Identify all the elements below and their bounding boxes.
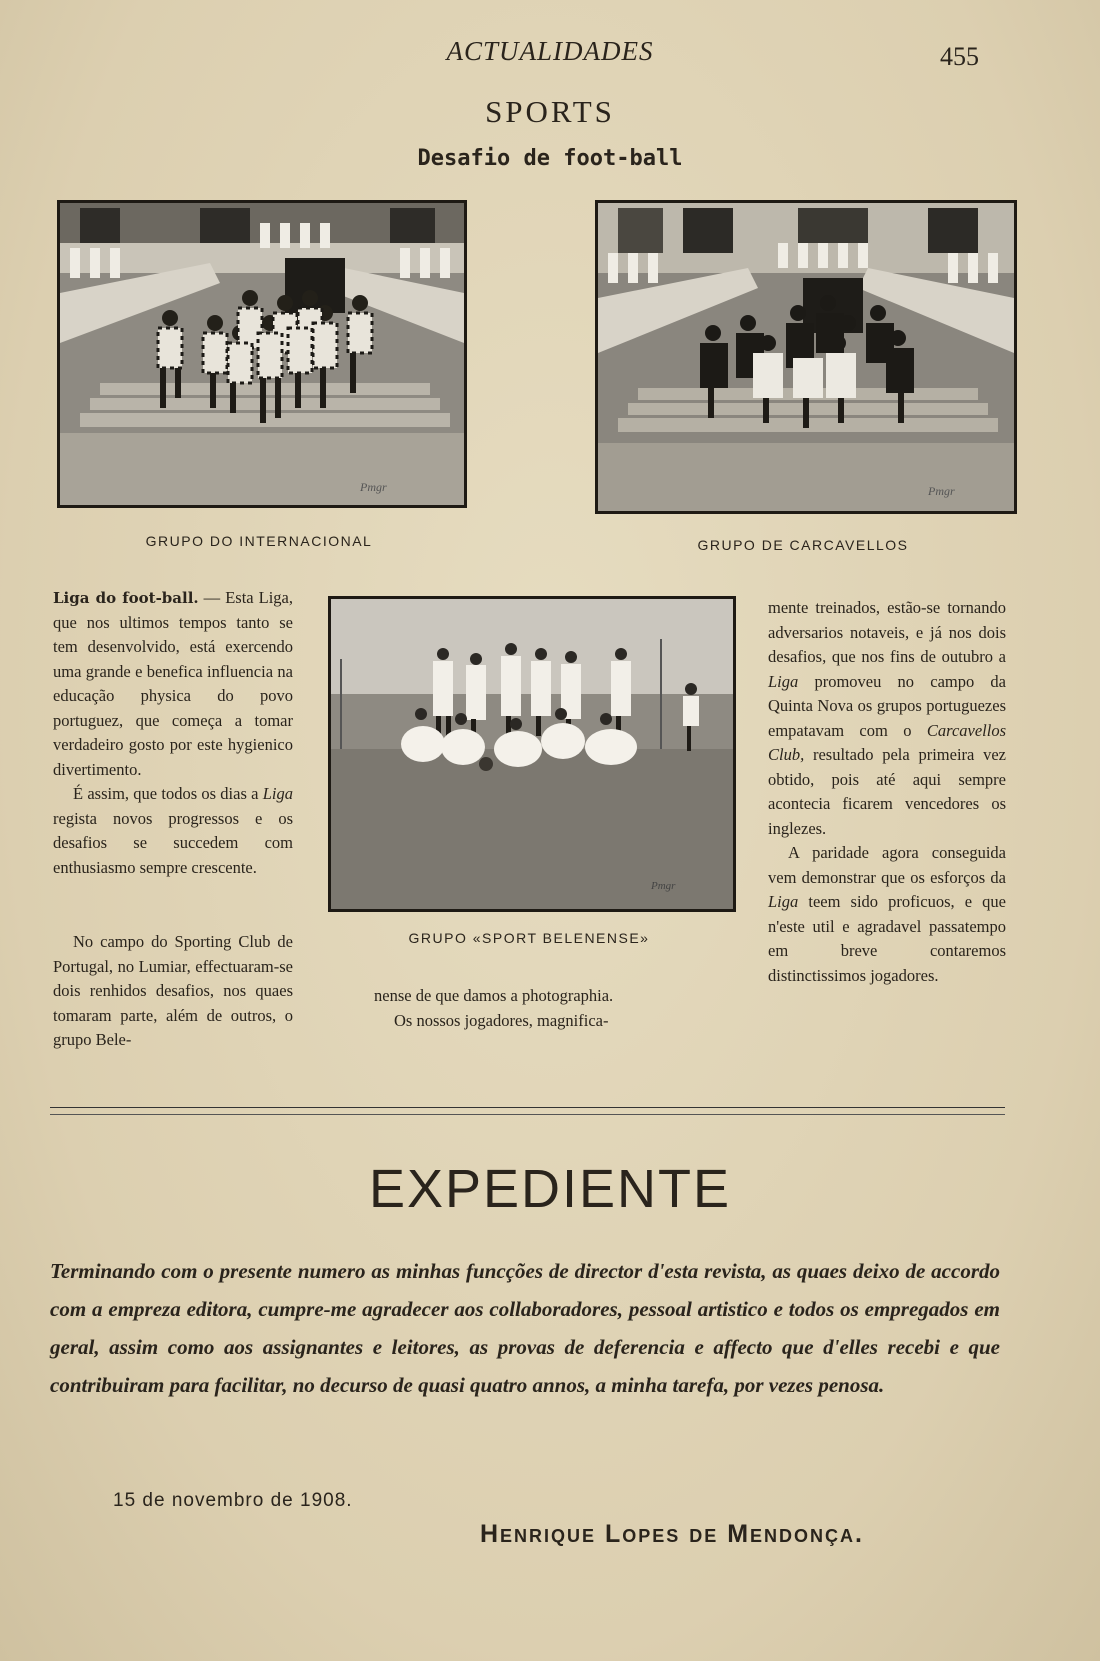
liga-italic-2: Liga xyxy=(768,671,799,691)
article-col1-p2b: regista novos progressos e os desafios se succedem com enthusiasmo sempre crescente. xyxy=(53,808,293,877)
caption-carcavellos: GRUPO DE CARCAVELLOS xyxy=(697,537,909,553)
photo-belenense xyxy=(328,596,736,912)
expediente-signature: Henrique Lopes de Mendonça. xyxy=(480,1520,864,1548)
article-column-1 xyxy=(53,586,293,880)
section-title: SPORTS xyxy=(485,94,615,129)
carcavellos-italic: Carcavellos Club, xyxy=(768,720,1006,764)
liga-italic: Liga xyxy=(262,784,293,803)
page-number: 455 xyxy=(940,42,979,71)
photo-carcavellos xyxy=(595,200,1017,514)
article-column-2 xyxy=(374,984,678,1033)
photo-internacional xyxy=(57,200,467,508)
liga-italic-3: Liga xyxy=(768,892,799,911)
expediente-date: 15 de novembro de 1908. xyxy=(113,1490,353,1511)
divider-rule-2 xyxy=(50,1114,1005,1115)
photo-signature-right: Pmgr xyxy=(928,484,955,498)
caption-internacional: GRUPO DO INTERNACIONAL xyxy=(145,533,373,549)
running-header: ACTUALIDADES xyxy=(446,36,654,66)
expediente-body: Terminando com o presente numero as minhas funcções de director d'esta revista, as quaes deixo de accordo com a empreza editora, cumpre-me agradecer aos collaboradores, pessoal artistico e todos os empregados em geral, assim como aos assignantes e leitores, as provas de deferencia e affecto que d'elles recebi e que contribuiram para facilitar, no decurso de quasi quatro annos, a minha tarefa, por vezes penosa. xyxy=(50,1259,1000,1397)
article-column-3 xyxy=(768,596,1006,988)
expediente-title: EXPEDIENTE xyxy=(368,1159,732,1219)
article-col3-p1b: promoveu no campo da Quinta Nova os grupos portuguezes empatavam com o xyxy=(768,671,1006,740)
photo-signature-left: Pmgr xyxy=(360,480,387,494)
article-col2-p2: Os nossos jogadores, magnifica- xyxy=(394,1010,609,1030)
article-col2-p1: nense de que damos a photographia. xyxy=(374,986,614,1005)
article-col3-p1a: mente treinados, estão-se tornando adversarios notaveis, e já nos dois desafios, que nos fins de outubro a xyxy=(768,598,1006,666)
caption-belenense: GRUPO «SPORT BELENENSE» xyxy=(408,930,650,946)
article-col1-p1: — Esta Liga, que nos ultimos tempos tanto se tem desenvolvido, está exercendo uma grande e benefica influencia na educação physica do povo portuguez, que começa a tomar verdadeiro gosto por este hygienico divertimento. xyxy=(53,588,293,779)
divider-rule xyxy=(50,1107,1005,1108)
article-col1-p2a: É assim, que todos os dias a xyxy=(73,784,263,803)
article-heading: Liga do foot-ball. xyxy=(53,589,199,607)
article-col3-p2b: teem sido proficuos, e que n'este util e agradavel passatempo em breve contaremos distinctissimos jogadores. xyxy=(768,892,1006,985)
section-subtitle: Desafio de foot-ball xyxy=(417,146,683,171)
article-col3-p2a: A paridade agora conseguida vem demonstrar que os esforços da xyxy=(768,843,1006,887)
article-column-1-cont xyxy=(53,930,353,1053)
article-col1-p3: No campo do Sporting Club de Portugal, no Lumiar, effectuaram-se dois renhidos desafios, nos quaes tomaram parte, além de outros, o grupo Bele- xyxy=(53,932,293,1049)
article-col3-p1c: resultado pela primeira vez obtido, pois até aqui sempre acontecia ficarem vencedores os inglezes. xyxy=(768,745,1006,838)
photo-signature-center: Pmgr xyxy=(651,880,676,892)
